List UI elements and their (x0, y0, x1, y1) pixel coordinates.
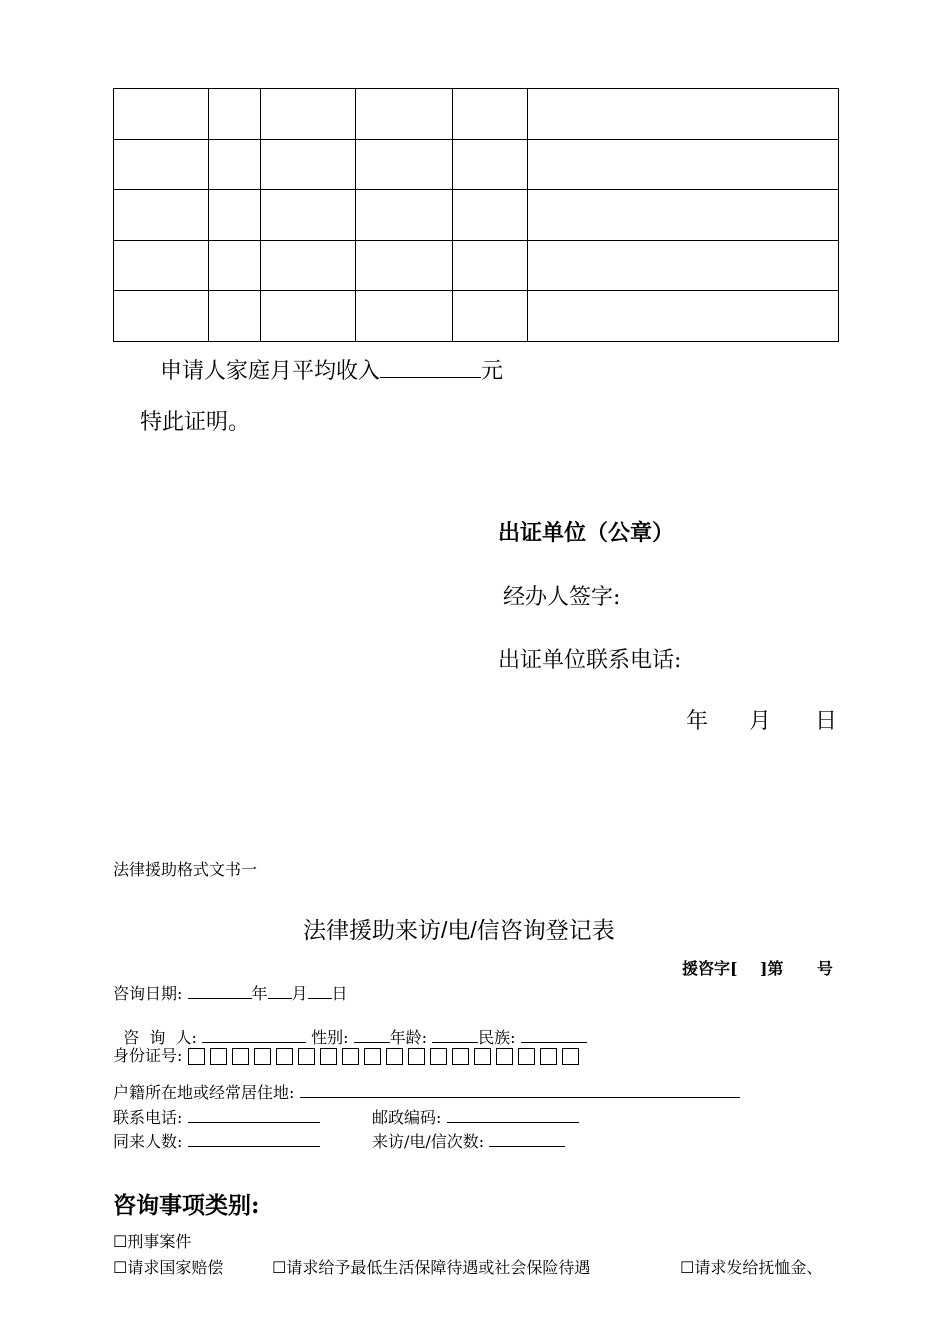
consult-month-blank[interactable] (268, 982, 292, 999)
residence-label: 户籍所在地或经常居住地: (113, 1083, 295, 1102)
id-digit-box[interactable] (452, 1048, 469, 1065)
table-cell[interactable] (114, 139, 209, 190)
id-digit-box[interactable] (298, 1048, 315, 1065)
table-cell[interactable] (356, 240, 453, 291)
table-cell[interactable] (209, 190, 261, 241)
day-label: 日 (331, 984, 348, 1003)
table-cell[interactable] (209, 240, 261, 291)
phone-label: 联系电话: (113, 1108, 183, 1127)
id-digit-box[interactable] (540, 1048, 557, 1065)
table-cell[interactable] (356, 139, 453, 190)
companions-label: 同来人数: (113, 1132, 183, 1151)
gender-blank[interactable] (354, 1026, 390, 1043)
table-cell[interactable] (114, 240, 209, 291)
postcode-label: 邮政编码: (372, 1108, 442, 1127)
companions-blank[interactable] (188, 1130, 320, 1147)
certify-text: 特此证明。 (140, 410, 251, 435)
ref-number: 援咨字[ ]第 号 (682, 959, 833, 978)
companions-row (113, 1129, 320, 1152)
table-cell[interactable] (356, 89, 453, 140)
table-cell[interactable] (356, 190, 453, 241)
visit-count-row (372, 1129, 565, 1152)
form-title: 法律援助来访/电/信咨询登记表 (303, 917, 615, 943)
ethnicity-blank[interactable] (521, 1026, 587, 1043)
id-digit-box[interactable] (276, 1048, 293, 1065)
table-cell[interactable] (261, 291, 356, 342)
consultant-row (113, 1006, 587, 1048)
issue-date-year: 年 (686, 709, 709, 734)
table-cell[interactable] (453, 240, 528, 291)
age-blank[interactable] (432, 1026, 478, 1043)
issuer-phone: 出证单位联系电话: (498, 648, 682, 673)
income-unit: 元 (481, 359, 504, 384)
table-row (114, 291, 839, 342)
residence-blank[interactable] (300, 1081, 740, 1098)
table-cell[interactable] (528, 190, 839, 241)
table-cell[interactable] (528, 291, 839, 342)
month-label: 月 (291, 984, 308, 1003)
issue-date-day: 日 (815, 709, 838, 734)
id-digit-box[interactable] (320, 1048, 337, 1065)
table-cell[interactable] (453, 89, 528, 140)
category-state-compensation[interactable]: ☐请求国家赔偿 (113, 1258, 224, 1277)
table-cell[interactable] (261, 190, 356, 241)
table-cell[interactable] (261, 139, 356, 190)
issuer-seal: 出证单位（公章） (498, 520, 675, 546)
id-number-boxes[interactable] (188, 1046, 584, 1065)
table-cell[interactable] (209, 291, 261, 342)
table-cell[interactable] (114, 291, 209, 342)
income-label: 申请人家庭月平均收入 (160, 359, 381, 384)
issue-date-month: 月 (749, 709, 772, 734)
year-label: 年 (251, 984, 268, 1003)
id-digit-box[interactable] (518, 1048, 535, 1065)
income-line (160, 354, 503, 385)
id-digit-box[interactable] (496, 1048, 513, 1065)
id-digit-box[interactable] (254, 1048, 271, 1065)
id-digit-box[interactable] (342, 1048, 359, 1065)
table-cell[interactable] (261, 240, 356, 291)
id-digit-box[interactable] (562, 1048, 579, 1065)
table-cell[interactable] (114, 89, 209, 140)
table-cell[interactable] (453, 291, 528, 342)
consultant-blank[interactable] (202, 1026, 306, 1043)
income-amount-blank[interactable] (380, 361, 481, 378)
id-digit-box[interactable] (430, 1048, 447, 1065)
category-criminal[interactable]: ☐刑事案件 (113, 1232, 192, 1251)
table-cell[interactable] (114, 190, 209, 241)
doc-label: 法律援助格式文书一 (113, 860, 258, 879)
handler-sign: 经办人签字: (503, 585, 621, 610)
visit-count-blank[interactable] (489, 1130, 565, 1147)
table-cell[interactable] (453, 190, 528, 241)
category-pension[interactable]: ☐请求发给抚恤金、 (680, 1258, 823, 1277)
category-heading: 咨询事项类别: (113, 1192, 260, 1219)
id-digit-box[interactable] (408, 1048, 425, 1065)
id-digit-box[interactable] (364, 1048, 381, 1065)
table-row (114, 190, 839, 241)
id-digit-box[interactable] (232, 1048, 249, 1065)
postcode-blank[interactable] (447, 1106, 579, 1123)
residence-row (113, 1080, 740, 1103)
category-social-security[interactable]: ☐请求给予最低生活保障待遇或社会保险待遇 (272, 1258, 591, 1277)
income-table (113, 88, 839, 342)
id-digit-box[interactable] (210, 1048, 227, 1065)
table-cell[interactable] (209, 139, 261, 190)
table-cell[interactable] (528, 139, 839, 190)
id-row (113, 1043, 584, 1066)
table-row (114, 139, 839, 190)
table-cell[interactable] (261, 89, 356, 140)
id-digit-box[interactable] (386, 1048, 403, 1065)
gender-label: 性别: (311, 1028, 349, 1047)
table-row (114, 240, 839, 291)
id-digit-box[interactable] (474, 1048, 491, 1065)
id-label: 身份证号: (113, 1046, 183, 1065)
consultant-label: 咨 询 人: (123, 1028, 197, 1047)
table-cell[interactable] (528, 240, 839, 291)
consult-year-blank[interactable] (188, 982, 252, 999)
id-digit-box[interactable] (188, 1048, 205, 1065)
postcode-row (372, 1105, 579, 1128)
consult-day-blank[interactable] (308, 982, 332, 999)
table-cell[interactable] (356, 291, 453, 342)
phone-row (113, 1105, 320, 1128)
ethnicity-label: 民族: (478, 1028, 516, 1047)
table-row (114, 89, 839, 140)
age-label: 年龄: (389, 1028, 428, 1047)
table-cell[interactable] (528, 89, 839, 140)
phone-blank[interactable] (188, 1106, 320, 1123)
table-cell[interactable] (453, 139, 528, 190)
table-cell[interactable] (209, 89, 261, 140)
consult-date-label: 咨询日期: (113, 984, 183, 1003)
visit-count-label: 来访/电/信次数: (372, 1132, 485, 1151)
consult-date-row (113, 981, 348, 1004)
